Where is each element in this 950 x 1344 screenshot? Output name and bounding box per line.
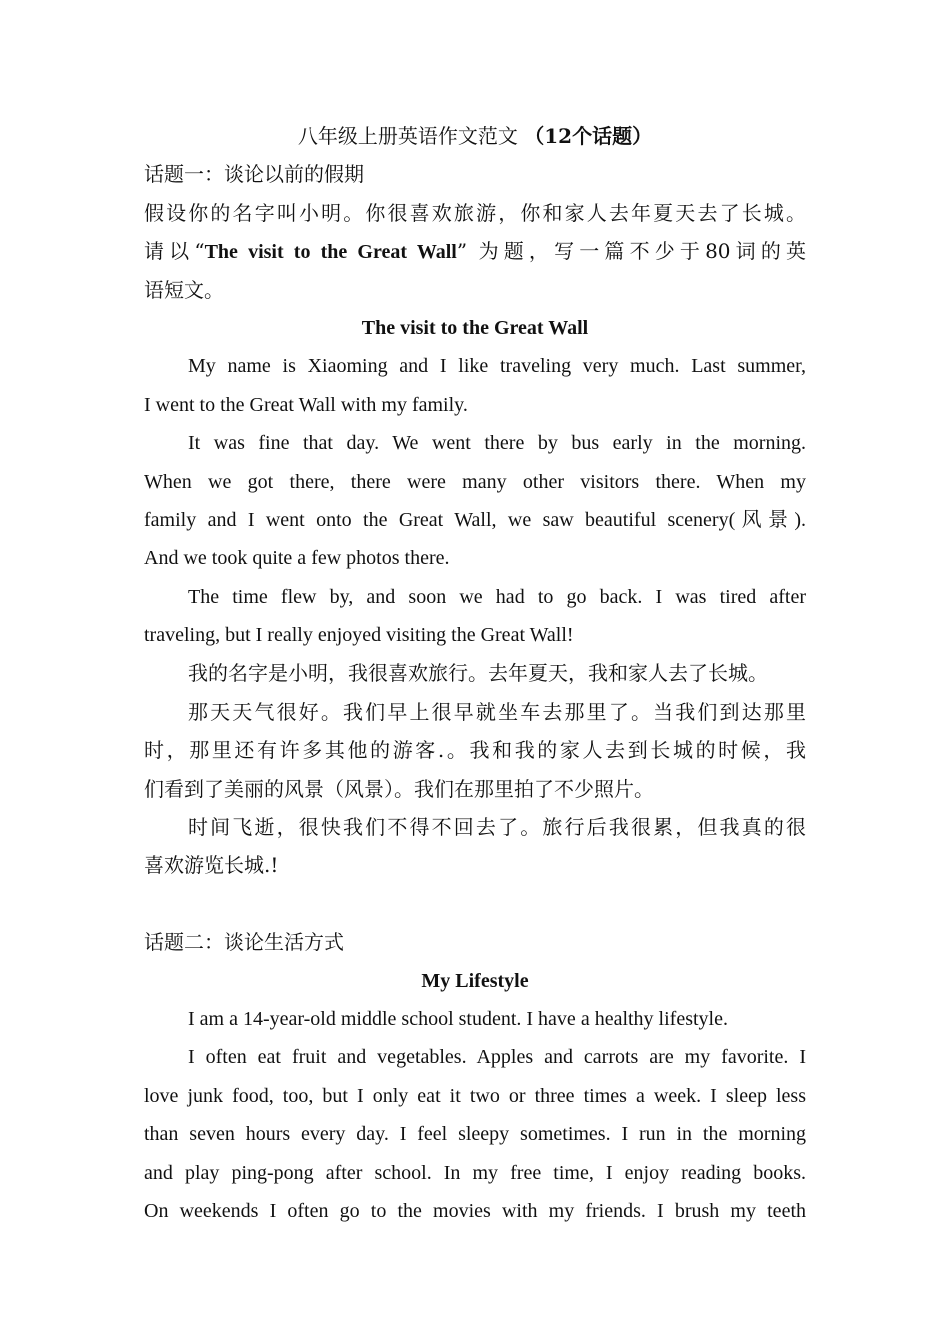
document-title-count: （12个话题） [524, 124, 653, 148]
document-page [144, 117, 806, 1230]
essay-1-translation-line: 时，那里还有许多其他的游客.。我和我的家人去到长城的时候，我 [144, 738, 806, 763]
essay-1-line: traveling, but I really enjoyed visiting the Great Wall! [144, 624, 574, 647]
essay-1-line: It was fine that day. We went there by bus early in the morning. [188, 432, 806, 455]
essay-1-title: The visit to the Great Wall [361, 316, 589, 339]
prompt-essay-title: The visit to the Great Wall [204, 241, 457, 264]
essay-1-line: And we took quite a few photos there. [144, 547, 450, 570]
prompt-quote-open: 请以“ [144, 239, 205, 264]
essay-2-line: love junk food, too, but I only eat it two or three times a week. I sleep less [144, 1084, 806, 1107]
topic-1-prompt-line: 假设你的名字叫小明。你很喜欢旅游，你和家人去年夏天去了长城。 [144, 200, 806, 225]
essay-1-line: family and I went onto the Great Wall, we saw beautiful scenery(风景). [144, 508, 806, 531]
essay-1-translation-line: 喜欢游览长城.! [144, 853, 279, 878]
essay-2-line: and play ping-pong after school. In my free time, I enjoy reading books. [144, 1161, 806, 1184]
essay-1-translation-line: 我的名字是小明，我很喜欢旅行。去年夏天，我和家人去了长城。 [188, 661, 768, 686]
section-spacer [144, 885, 806, 923]
essay-1-line: My name is Xiaoming and I like traveling very much. Last summer, [188, 355, 806, 378]
topic-1-prompt-line: 语短文。 [144, 277, 224, 302]
essay-2-line: I am a 14-year-old middle school student. I have a healthy lifestyle. [188, 1007, 728, 1030]
essay-1-line: I went to the Great Wall with my family. [144, 393, 468, 416]
essay-1-line: The time flew by, and soon we had to go back. I was tired after [188, 585, 806, 608]
document-title [144, 117, 806, 155]
essay-2-line: I often eat fruit and vegetables. Apples and carrots are my favorite. I [188, 1046, 806, 1069]
document-title-main: 八年级上册英语作文范文 [297, 124, 518, 148]
topic-1-prompt-line [144, 232, 806, 270]
essay-1-line: When we got there, there were many other visitors there. When my [144, 470, 806, 493]
essay-1-translation-line: 那天天气很好。我们早上很早就坐车去那里了。当我们到达那里 [188, 699, 806, 724]
essay-2-title: My Lifestyle [421, 969, 529, 992]
topic-2-heading: 话题二：谈论生活方式 [144, 930, 344, 955]
essay-1-translation-line: 时间飞逝，很快我们不得不回去了。旅行后我很累，但我真的很 [188, 815, 806, 840]
topic-1-heading: 话题一：谈论以前的假期 [144, 162, 364, 187]
essay-2-line: than seven hours every day. I feel sleepy sometimes. I run in the morning [144, 1123, 806, 1146]
essay-2-line: On weekends I often go to the movies with my friends. I brush my teeth [144, 1199, 806, 1222]
essay-1-translation-line: 们看到了美丽的风景（风景）。我们在那里拍了不少照片。 [144, 776, 654, 801]
prompt-quote-close: ” 为题，写一篇不少于80词的英 [456, 239, 806, 264]
